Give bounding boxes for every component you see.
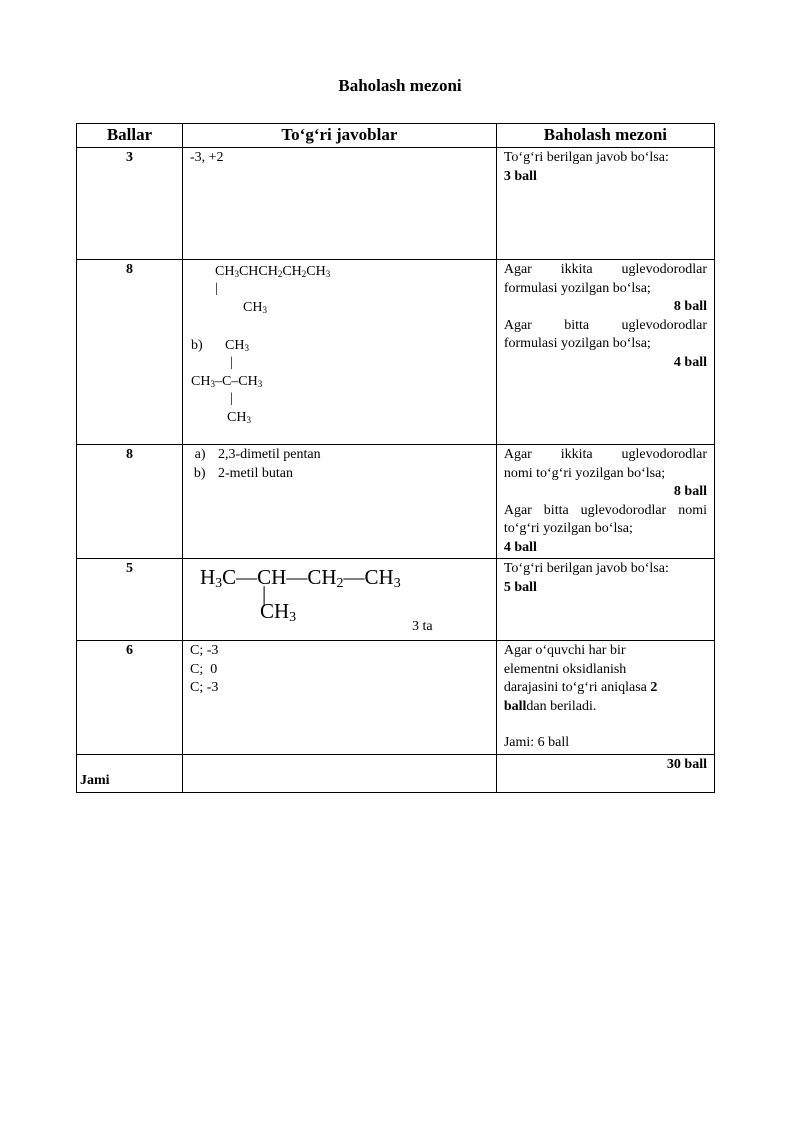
table-row <box>77 148 715 260</box>
list-item: b. 2-metil butan <box>216 465 489 484</box>
formula-main: $H_3C—CH—CH_2—CH_3$ <box>199 565 401 591</box>
row-answer <box>182 641 496 755</box>
bond-line: | <box>261 582 267 606</box>
row-criteria <box>496 445 714 559</box>
formula-b-mid: $CH_3-C-CH_3$ <box>190 374 263 389</box>
row-criteria <box>496 559 714 641</box>
table-row <box>77 559 715 641</box>
formula-branch: $CH_3$ <box>259 599 297 625</box>
criteria-total: Jami: 6 ball <box>503 735 570 750</box>
criteria-text: formulasi yozilgan bo‘lsa; <box>503 336 651 351</box>
row-points: 5 <box>77 559 183 641</box>
bond-line: | <box>214 281 218 296</box>
criteria-text: Agar ikkita uglevodorodlar <box>503 262 707 277</box>
criteria-points: 8 ball <box>673 484 707 499</box>
answer-list <box>190 446 489 483</box>
row-answer <box>182 559 496 641</box>
structural-formula <box>190 560 489 638</box>
total-empty <box>182 754 496 792</box>
header-javoblar: To‘g‘ri javoblar <box>182 124 496 148</box>
bond-line: | <box>229 355 233 370</box>
row-answer <box>182 445 496 559</box>
criteria-text: darajasini to‘g‘ri aniqlasa 2 <box>503 680 658 695</box>
header-ballar: Ballar <box>77 124 183 148</box>
row-criteria <box>496 148 714 260</box>
row-points: 8 <box>77 445 183 559</box>
table-header-row <box>77 124 715 148</box>
row-criteria <box>496 641 714 755</box>
criteria-text: balldan beriladi. <box>503 698 597 714</box>
formula-b-label: b) <box>190 338 203 353</box>
formula-a-main: $CH_3CHCH_2CH_2CH_3$ <box>214 264 331 279</box>
criteria-points: 5 ball <box>503 579 537 595</box>
criteria-points: 4 ball <box>503 539 537 555</box>
page-title: Baholash mezoni <box>338 76 462 95</box>
total-points-cell <box>496 754 714 792</box>
grading-table <box>76 123 715 793</box>
formula-b-top: $CH_3$ <box>224 338 249 353</box>
criteria-text: Agar ikkita uglevodorodlar <box>503 447 707 462</box>
row-points: 6 <box>77 641 183 755</box>
criteria-text: Agar bitta uglevodorodlar nomi to‘g‘ri yozilgan bo‘lsa; <box>503 502 707 536</box>
criteria-text: Agar bitta uglevodorodlar <box>503 317 707 333</box>
isomer-count: 3 ta <box>411 619 433 634</box>
criteria-text: To‘g‘ri berilgan javob bo‘lsa: <box>503 150 669 165</box>
table-total-row <box>77 754 715 792</box>
criteria-text: nomi to‘g‘ri yozilgan bo‘lsa; <box>503 465 666 481</box>
table-row <box>77 445 715 559</box>
criteria-text: elementni oksidlanish <box>503 661 627 677</box>
table-row <box>77 260 715 445</box>
row-answer: -3, +2 <box>182 148 496 260</box>
row-points: 3 <box>77 148 183 260</box>
criteria-points: 3 ball <box>503 168 537 184</box>
criteria-points: 8 ball <box>673 299 707 314</box>
row-criteria <box>496 260 714 445</box>
criteria-text: To‘g‘ri berilgan javob bo‘lsa: <box>503 561 669 576</box>
answer-line: C; -3 <box>189 680 219 695</box>
criteria-text: Agar o‘quvchi har bir <box>503 643 626 658</box>
table-row <box>77 641 715 755</box>
formula-a-branch: $CH_3$ <box>242 300 267 315</box>
answer-line: C; -3 <box>189 643 219 658</box>
header-mezon: Baholash mezoni <box>496 124 714 148</box>
criteria-points: 4 ball <box>673 354 707 370</box>
answer-line: C; 0 <box>189 661 218 677</box>
row-points: 8 <box>77 260 183 445</box>
list-item: a. 2,3-dimetil pentan <box>216 446 489 465</box>
total-points: 30 ball <box>666 756 707 772</box>
structural-formulas <box>190 261 489 435</box>
criteria-text: formulasi yozilgan bo‘lsa; <box>503 280 651 296</box>
total-label: Jami <box>77 754 183 792</box>
row-answer <box>182 260 496 445</box>
bond-line: | <box>229 391 233 406</box>
formula-b-bottom: $CH_3$ <box>226 410 251 425</box>
